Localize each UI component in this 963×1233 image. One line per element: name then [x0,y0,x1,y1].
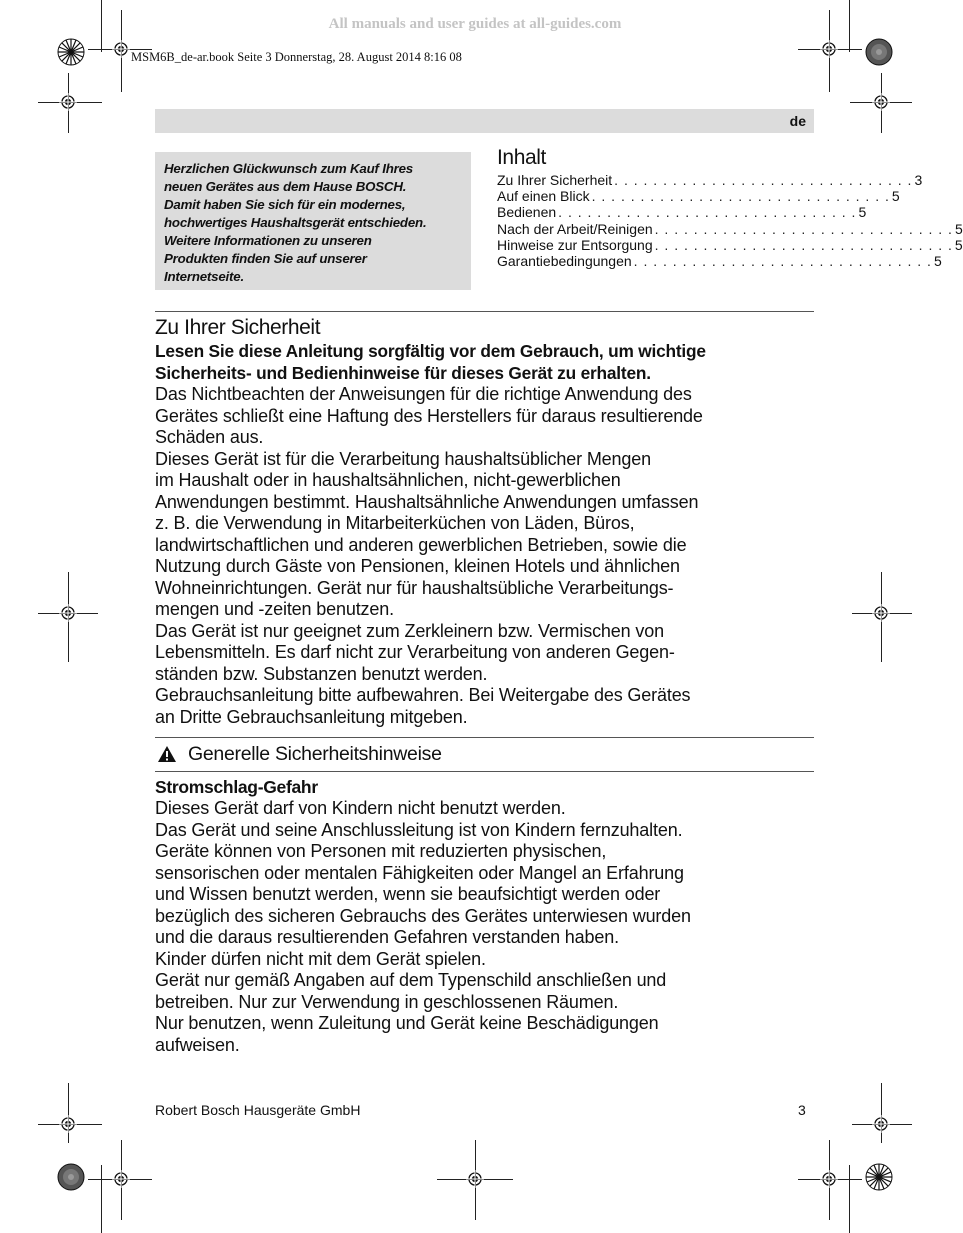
lead-line: Sicherheits- und Bedienhinweise für dieses Gerät zu erhalten. [155,362,651,383]
body-line: ständen bzw. Substanzen benutzt werden. [155,663,488,684]
toc-entry[interactable] [497,172,923,188]
registration-mark-icon [112,40,130,58]
intro-line: Internetseite. [164,269,244,284]
section-title-text: Generelle Sicherheitshinweise [188,742,442,765]
section-divider [155,311,814,312]
intro-line: Herzlichen Glückwunsch zum Kauf Ihres [164,161,413,176]
toc-entry[interactable] [497,220,963,237]
body-line: Gerätes schließt eine Haftung des Herstellers für daraus resultierende [155,405,703,426]
body-line: bezüglich des sicheren Gebrauchs des Gerätes unterwiesen wurden [155,905,691,926]
toc-leader-dots: . . . . . . . . . . . . . . . . . . . . . . . . . . . . . . . [654,236,953,253]
intro-box [155,152,471,290]
toc-entry[interactable] [497,204,867,221]
registration-mark-icon [466,1170,484,1188]
toc-entry-page: 5 [954,220,963,237]
body-line: Dieses Gerät darf von Kindern nicht benutzt werden. [155,798,566,818]
body-line: z. B. die Verwendung in Mitarbeiterküchen von Läden, Büros, [155,513,635,533]
body-line: mengen und -zeiten benutzen. [155,599,394,619]
section-title-general-safety [155,739,442,769]
section-title-safety: Zu Ihrer Sicherheit [155,316,321,339]
toc-entry-title: Garantiebedingungen [497,252,632,269]
body-line: Wohneinrichtungen. Gerät nur für haushaltsübliche Verarbeitungs- [155,577,674,598]
registration-mark-icon [59,93,77,111]
body-line: Schäden aus. [155,427,264,447]
starburst-target-icon [865,1163,893,1191]
intro-line: Weitere Informationen zu unseren [164,233,372,248]
toc-entry-page: 5 [858,204,867,221]
body-line: und die daraus resultierenden Gefahren verstanden haben. [155,927,619,947]
registration-mark-icon [872,1115,890,1133]
body-line: im Haushalt oder in haushaltsähnlichen, nicht-gewerblichen [155,470,621,490]
body-line: Gerät nur gemäß Angaben auf dem Typenschild anschließen und [155,970,667,990]
section-divider [155,737,814,738]
body-line: Geräte können von Personen mit reduzierten physischen, [155,841,607,861]
toc-entry[interactable] [497,236,963,253]
body-line: Nur benutzen, wenn Zuleitung und Gerät keine Beschädigungen [155,1013,659,1033]
table-of-contents [497,172,963,269]
toc-entry-title: Hinweise zur Entsorgung [497,236,653,253]
toc-leader-dots: . . . . . . . . . . . . . . . . . . . . . . . . . . . . . . . [591,188,890,205]
toc-entry-title: Zu Ihrer Sicherheit [497,172,613,188]
registration-mark-icon [872,93,890,111]
body-line: und Wissen benutzt werden, wenn sie beaufsichtigt werden oder [155,884,661,904]
footer-company: Robert Bosch Hausgeräte GmbH [155,1102,361,1118]
toc-entry[interactable] [497,252,942,269]
registration-mark-icon [820,40,838,58]
toc-leader-dots: . . . . . . . . . . . . . . . . . . . . . . . . . . . . . . . [654,220,953,237]
toc-leader-dots: . . . . . . . . . . . . . . . . . . . . . . . . . . . . . . . [633,252,932,269]
toc-leader-dots: . . . . . . . . . . . . . . . . . . . . . . . . . . . . . . . [614,172,913,188]
section2-body [155,798,691,1056]
intro-line: hochwertiges Haushaltsgerät entschieden. [164,215,427,230]
book-info: MSM6B_de-ar.book Seite 3 Donnerstag, 28. August 2014 8:16 08 [131,50,462,64]
watermark: All manuals and user guides at all-guides.com [328,16,622,32]
halftone-target-icon [57,1163,85,1191]
warning-icon [157,745,177,763]
section-lead [155,341,706,384]
body-line: Anwendungen bestimmt. Haushaltsähnliche Anwendungen umfassen [155,491,699,512]
body-line: Nutzung durch Gäste von Pensionen, kleinen Hotels und ähnlichen [155,556,680,576]
intro-line: Produkten finden Sie auf unserer [164,251,367,266]
body-line: Das Nichtbeachten der Anweisungen für die richtige Anwendung des [155,384,692,404]
registration-mark-icon [59,1115,77,1133]
body-line: Dieses Gerät ist für die Verarbeitung haushaltsüblicher Mengen [155,448,651,469]
toc-entry-page: 3 [914,172,923,188]
toc-entry-page: 5 [933,252,942,269]
toc-entry-page: 5 [891,188,900,205]
language-bar [155,109,814,133]
page-number: 3 [798,1102,806,1118]
toc-entry[interactable] [497,188,900,205]
toc-title: Inhalt [497,146,546,169]
starburst-target-icon [57,38,85,66]
toc-entry-page: 5 [954,236,963,253]
lead-line: Lesen Sie diese Anleitung sorgfältig vor dem Gebrauch, um wichtige [155,341,706,361]
registration-mark-icon [872,604,890,622]
toc-entry-title: Nach der Arbeit/Reinigen [497,220,653,237]
body-line: Lebensmitteln. Es darf nicht zur Verarbeitung von anderen Gegen- [155,642,675,662]
section1-body [155,384,703,728]
registration-mark-icon [820,1170,838,1188]
registration-mark-icon [59,604,77,622]
body-line: Das Gerät und seine Anschlussleitung ist von Kindern fernzuhalten. [155,819,683,840]
body-line: sensorischen oder mentalen Fähigkeiten oder Mangel an Erfahrung [155,862,684,883]
toc-entry-title: Auf einen Blick [497,188,590,205]
body-line: betreiben. Nur zur Verwendung in geschlossenen Räumen. [155,991,619,1012]
intro-line: Damit haben Sie sich für ein modernes, [164,197,406,212]
section-divider [155,771,814,772]
body-line: landwirtschaftlichen und anderen gewerblichen Betrieben, sowie die [155,534,687,555]
toc-entry-title: Bedienen [497,204,557,221]
registration-mark-icon [112,1170,130,1188]
language-code: de [789,113,806,129]
body-line: aufweisen. [155,1034,240,1055]
intro-line: neuen Gerätes aus dem Hause BOSCH. [164,179,407,194]
body-line: Gebrauchsanleitung bitte aufbewahren. Bei Weitergabe des Gerätes [155,685,691,705]
subsection-title: Stromschlag-Gefahr [155,777,318,797]
body-line: an Dritte Gebrauchsanleitung mitgeben. [155,706,468,727]
toc-leader-dots: . . . . . . . . . . . . . . . . . . . . . . . . . . . . . . . [558,204,857,221]
halftone-target-icon [865,38,893,66]
body-line: Das Gerät ist nur geeignet zum Zerkleinern bzw. Vermischen von [155,620,664,641]
body-line: Kinder dürfen nicht mit dem Gerät spielen. [155,948,486,969]
